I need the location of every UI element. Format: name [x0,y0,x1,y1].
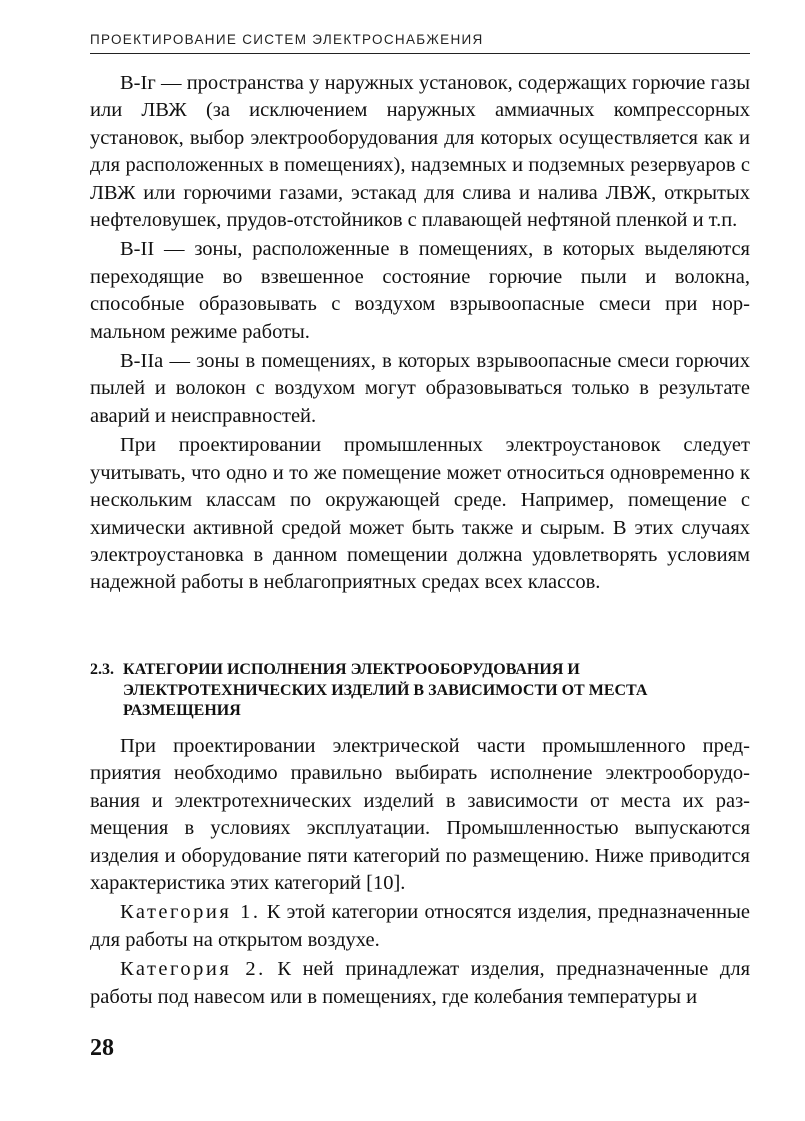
category-1-label: Категория 1. [120,901,261,924]
body-text-top [90,70,750,599]
paragraph-v1g: В-Iг — пространства у наружных установок, содержащих горючие газы или ЛВЖ (за исключением наружных аммиачных компрессорных установок, выбор электрооборудования для которых осуществляется как и для расположенных в помещениях), надземных и подземных резервуаров с ЛВЖ или горючими газами, эстакад для слива и налива ЛВЖ, открытых нефтеловушек, прудов-отстойников с плавающей нефтяной пленкой и т.п. [90,72,750,232]
section-title: КАТЕГОРИИ ИСПОЛНЕНИЯ ЭЛЕКТРООБОРУДОВАНИЯ И ЭЛЕКТРОТЕХНИЧЕСКИХ ИЗДЕЛИЙ В ЗАВИСИМОСТИ ОТ МЕСТА РАЗМЕЩЕНИЯ [123,661,648,719]
category-1-text: К этой категории относятся изделия, предназначенные для работы на открытом воздухе. [90,901,751,951]
category-2-label: Категория 2. [120,958,266,981]
paragraph-intro: При проектировании электрической части промышленного предприятия необходимо правильно выбирать исполнение электрооборудования и электротехнических изделий в зависимости от места их размещения в условиях эксплуатации. Промышленностью выпускаются изделия и оборудование пяти категорий по размещению. Ниже приводится характеристика этих категорий [10]. [90,735,750,895]
page-number: 28 [90,1035,114,1061]
section-heading [90,660,750,722]
paragraph-v2: В-II — зоны, расположенные в помещениях, в которых выделяются переходящие во взвешенное состояние горючие пыли и волокна, способные образовывать с воздухом взрывоопасные смеси при нормальном режиме работы. [90,238,750,343]
paragraph-v2a: В-IIа — зоны в помещениях, в которых взрывоопасные смеси горючих пылей и волокон с воздухом могут образовываться только в результате аварий и неисправностей. [90,350,750,427]
running-head: ПРОЕКТИРОВАНИЕ СИСТЕМ ЭЛЕКТРОСНАБЖЕНИЯ [90,32,750,54]
paragraph-category-2 [90,956,750,1011]
paragraph-category-1 [90,899,750,954]
section-number: 2.3. [90,661,114,678]
category-2-text: К ней принадлежат изделия, предназначенные для работы под навесом или в помещениях, где колебания температуры и [90,958,751,1008]
paragraph-design-note: При проектировании промышленных электроустановок следует учитывать, что одно и то же помещение может относиться одновременно к нескольким классам по окружающей среде. Например, помещение с химически активной средой может быть также и сырым. В этих случаях электроустановка в данном помещении должна удовлетворять условиям надежной работы в неблагоприятных средах всех классов. [90,434,750,594]
body-text-section [90,733,750,1013]
